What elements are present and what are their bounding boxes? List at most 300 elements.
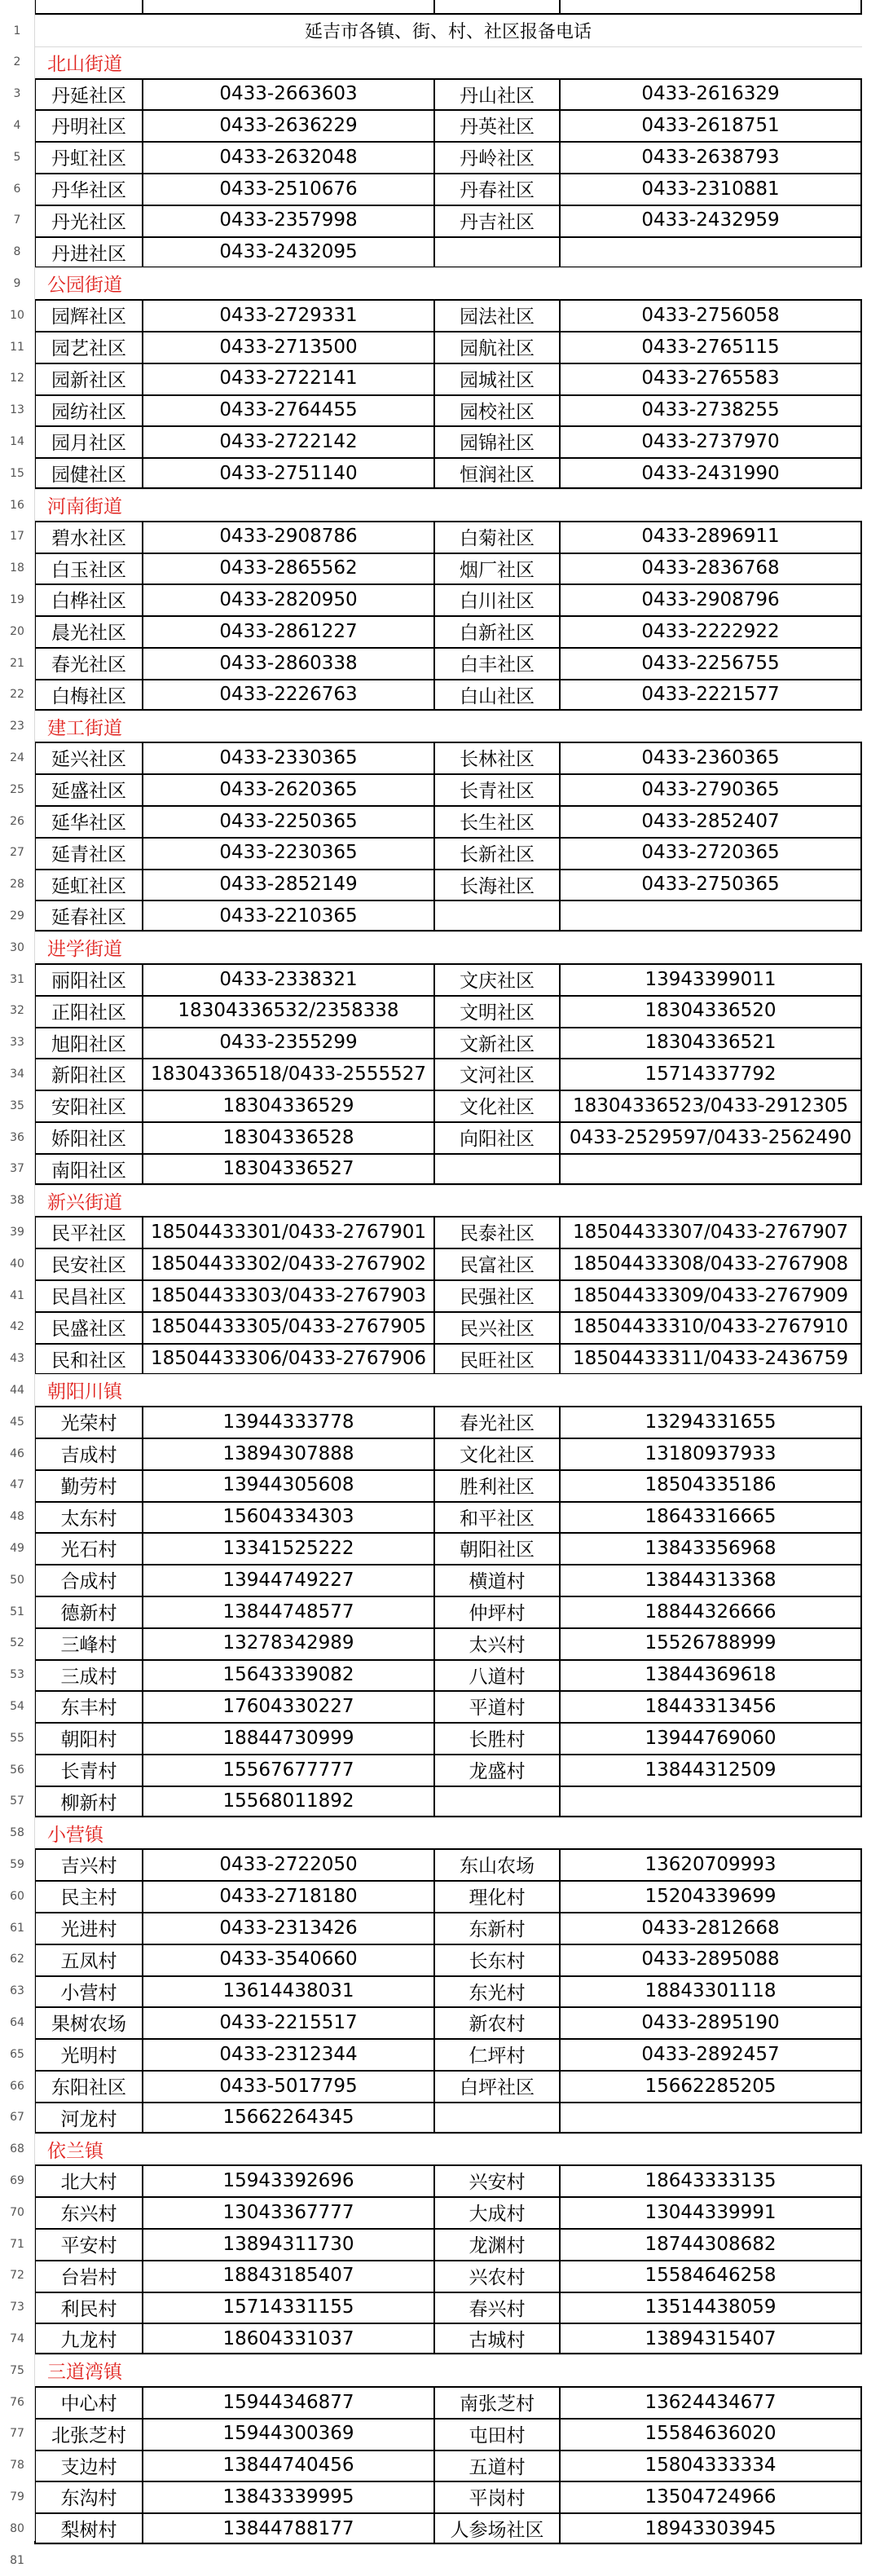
unit-name: 延盛社区 (51, 781, 126, 803)
row-number: 79 (10, 2490, 24, 2503)
unit-name: 向阳社区 (460, 1129, 535, 1150)
unit-name: 南张芝村 (460, 2393, 535, 2415)
row-number: 37 (10, 1162, 24, 1176)
row-number: 12 (10, 372, 24, 385)
phone-number: 0433-2722050 (219, 1853, 358, 1875)
table-row (0, 1058, 880, 1090)
phone-number: 0433-2895088 (641, 1949, 780, 1971)
row-number: 69 (10, 2173, 24, 2187)
row-number: 27 (10, 846, 24, 860)
row-number: 61 (10, 1921, 24, 1935)
phone-number: 15662264345 (222, 2107, 354, 2129)
phone-number: 18504433302/0433-2767902 (151, 1253, 426, 1275)
unit-name: 丹延社区 (51, 85, 126, 107)
table-row (0, 1279, 880, 1311)
phone-number: 0433-2310881 (641, 178, 780, 200)
phone-number: 18504433306/0433-2767906 (151, 1348, 426, 1370)
unit-name: 丹山社区 (460, 85, 535, 107)
row-number: 76 (10, 2395, 24, 2409)
row-number: 17 (10, 530, 24, 544)
phone-number: 18304336518/0433-2555527 (151, 1063, 426, 1085)
unit-name: 合成村 (60, 1571, 117, 1593)
section-header: 进学街道 (47, 939, 122, 961)
table-row (0, 46, 880, 78)
phone-number (559, 236, 862, 268)
table-row (0, 1627, 880, 1659)
unit-name: 文明社区 (460, 1002, 535, 1024)
unit-name: 人参场社区 (450, 2520, 544, 2542)
phone-number: 15662285205 (645, 2075, 777, 2097)
phone-number: 18504335186 (645, 1474, 777, 1496)
unit-name: 梨树村 (60, 2520, 117, 2542)
phone-number: 0433-2360365 (641, 746, 780, 768)
phone-number: 13504724966 (645, 2486, 777, 2508)
table-row (0, 1406, 880, 1438)
unit-name: 丹光社区 (51, 211, 126, 233)
table-row (0, 1121, 880, 1153)
phone-number: 13620709993 (645, 1853, 777, 1875)
table-row (0, 425, 880, 457)
table-row (0, 109, 880, 141)
table-row (0, 1944, 880, 1975)
table-row (0, 2386, 880, 2418)
table-row (0, 583, 880, 615)
unit-name: 新农村 (469, 2014, 526, 2036)
phone-number: 18604331037 (222, 2327, 354, 2349)
table-row (0, 1786, 880, 1817)
phone-number: 0433-2852149 (219, 874, 358, 896)
row-number: 49 (10, 1541, 24, 1555)
table-row (0, 2102, 880, 2133)
unit-name: 白玉社区 (51, 559, 126, 581)
table-row (0, 1596, 880, 1627)
unit-name: 东新村 (469, 1919, 526, 1940)
row-number: 75 (10, 2363, 24, 2377)
phone-number: 13043367777 (222, 2201, 354, 2223)
phone-number: 18304336529 (222, 1094, 354, 1116)
phone-number (559, 1786, 862, 1817)
phone-number: 0433-2338321 (219, 968, 358, 990)
unit-name: 旭阳社区 (51, 1033, 126, 1055)
phone-number: 0433-2355299 (219, 1032, 358, 1054)
table-row (0, 2196, 880, 2228)
phone-number: 0433-2860338 (219, 652, 358, 674)
phone-number: 0433-2636229 (219, 114, 358, 136)
phone-number: 18643333135 (645, 2169, 777, 2191)
phone-number: 15204339699 (645, 1885, 777, 1907)
table-row (0, 1722, 880, 1754)
unit-name: 平道村 (469, 1698, 526, 1720)
unit-name: 延华社区 (51, 812, 126, 834)
table-row (0, 173, 880, 205)
section-header: 朝阳川镇 (47, 1381, 122, 1403)
phone-number: 0433-2750365 (641, 874, 780, 896)
phone-number: 18304336520 (645, 1000, 777, 1022)
phone-number: 13844369618 (645, 1664, 777, 1686)
phone-number: 0433-2820950 (219, 588, 358, 610)
row-number: 43 (10, 1352, 24, 1366)
row-number: 77 (10, 2427, 24, 2441)
table-row (0, 236, 880, 268)
unit-name: 园健社区 (51, 465, 126, 487)
phone-number: 0433-2852407 (641, 810, 780, 832)
table-row (0, 742, 880, 773)
row-number: 80 (10, 2521, 24, 2535)
row-number: 19 (10, 592, 24, 606)
row-number: 45 (10, 1415, 24, 1429)
phone-number: 13294331655 (645, 1411, 777, 1433)
row-number: 14 (10, 434, 24, 448)
unit-name: 延青社区 (51, 843, 126, 865)
section-header: 依兰镇 (47, 2140, 103, 2162)
row-number: 30 (10, 940, 24, 954)
table-row (0, 837, 880, 869)
phone-number: 0433-2713500 (219, 336, 358, 358)
row-number: 31 (10, 972, 24, 986)
unit-name: 光明村 (60, 2045, 117, 2067)
row-number: 66 (10, 2079, 24, 2093)
table-row (0, 1754, 880, 1786)
phone-number: 13894315407 (645, 2327, 777, 2349)
phone-number: 0433-2895190 (641, 2011, 780, 2033)
phone-number: 18504433310/0433-2767910 (573, 1316, 848, 1338)
phone-number: 13944749227 (222, 1569, 354, 1591)
table-row (0, 2038, 880, 2070)
unit-name: 园新社区 (51, 369, 126, 391)
unit-name: 丹华社区 (51, 180, 126, 201)
unit-name: 民旺社区 (460, 1350, 535, 1372)
phone-number: 18504433307/0433-2767907 (573, 1221, 848, 1243)
phone-number: 15804333334 (645, 2455, 777, 2477)
unit-name: 东阳社区 (51, 2077, 126, 2098)
unit-name: 利民村 (60, 2298, 117, 2320)
table-row (0, 1153, 880, 1185)
table-row (0, 267, 880, 299)
unit-name: 民昌社区 (51, 1287, 126, 1308)
phone-number: 0433-2432959 (641, 209, 780, 231)
phone-number (559, 1153, 862, 1185)
table-row (0, 1532, 880, 1564)
table-row (0, 2070, 880, 2102)
row-number: 32 (10, 1004, 24, 1018)
phone-number: 0433-2737970 (641, 430, 780, 452)
unit-name: 长青村 (60, 1761, 117, 1782)
unit-name: 仁坪村 (469, 2045, 526, 2067)
unit-name (433, 900, 561, 931)
phone-number (559, 900, 862, 931)
unit-name: 光石村 (60, 1539, 117, 1561)
row-number: 1 (13, 24, 21, 37)
row-number: 67 (10, 2111, 24, 2125)
row-number: 44 (10, 1383, 24, 1397)
unit-name: 园城社区 (460, 369, 535, 391)
row-number: 41 (10, 1288, 24, 1302)
row-number: 16 (10, 498, 24, 512)
unit-name: 长东村 (469, 1950, 526, 1972)
row-number: 6 (13, 182, 21, 196)
unit-name: 太兴村 (469, 1634, 526, 1656)
row-number: 52 (10, 1636, 24, 1650)
table-row (0, 1975, 880, 2007)
unit-name: 东沟村 (60, 2488, 117, 2510)
phone-number: 0433-2222922 (641, 620, 780, 642)
unit-name: 东丰村 (60, 1698, 117, 1720)
phone-number: 15584636020 (645, 2423, 777, 2445)
phone-number: 13843356968 (645, 1537, 777, 1559)
unit-name: 延兴社区 (51, 749, 126, 771)
phone-number: 0433-2618751 (641, 114, 780, 136)
unit-name: 民主村 (60, 1887, 117, 1909)
phone-number: 0433-2861227 (219, 620, 358, 642)
phone-number: 15714331155 (222, 2296, 354, 2318)
row-number: 47 (10, 1478, 24, 1492)
table-row (0, 1216, 880, 1248)
unit-name: 朝阳社区 (460, 1539, 535, 1561)
unit-name: 光进村 (60, 1919, 117, 1940)
unit-name (433, 1786, 561, 1817)
phone-number: 18304336523/0433-2912305 (573, 1094, 848, 1116)
unit-name: 新阳社区 (51, 1065, 126, 1087)
unit-name: 春兴村 (469, 2298, 526, 2320)
phone-number: 0433-2729331 (219, 304, 358, 326)
section-header: 河南街道 (47, 496, 122, 517)
row-gridline (34, 2544, 862, 2545)
phone-number: 15944300369 (222, 2423, 354, 2445)
unit-name: 平岗村 (469, 2488, 526, 2510)
table-row (0, 615, 880, 647)
phone-number: 0433-2738255 (641, 399, 780, 421)
phone-number: 13844312509 (645, 1759, 777, 1781)
phone-number: 18443313456 (645, 1695, 777, 1717)
row-number: 50 (10, 1573, 24, 1587)
phone-number: 0433-2765115 (641, 336, 780, 358)
row-number: 28 (10, 878, 24, 892)
phone-number: 18844326666 (645, 1601, 777, 1623)
table-row (0, 1912, 880, 1944)
row-number: 68 (10, 2142, 24, 2156)
row-number: 13 (10, 403, 24, 417)
table-row (0, 299, 880, 331)
unit-name: 白桦社区 (51, 591, 126, 613)
table-row (0, 2481, 880, 2512)
phone-number: 13514438059 (645, 2296, 777, 2318)
unit-name: 园校社区 (460, 401, 535, 423)
phone-number: 0433-2616329 (641, 83, 780, 105)
unit-name: 胜利社区 (460, 1476, 535, 1498)
table-row (0, 995, 880, 1027)
row-number: 65 (10, 2047, 24, 2061)
table-row (0, 394, 880, 426)
unit-name: 文新社区 (460, 1033, 535, 1055)
phone-number: 13843339995 (222, 2486, 354, 2508)
unit-name: 白丰社区 (460, 654, 535, 676)
unit-name: 民兴社区 (460, 1318, 535, 1340)
table-row (0, 805, 880, 837)
phone-number: 18844730999 (222, 1727, 354, 1749)
row-number: 57 (10, 1794, 24, 1808)
unit-name: 民安社区 (51, 1255, 126, 1277)
row-number: 3 (13, 87, 21, 101)
unit-name: 白梅社区 (51, 685, 126, 707)
phone-number: 0433-2756058 (641, 304, 780, 326)
row-number: 2 (13, 55, 21, 69)
row-number: 81 (10, 2553, 24, 2567)
phone-number: 15643339082 (222, 1664, 354, 1686)
unit-name: 南阳社区 (51, 1160, 126, 1182)
phone-number: 0433-2510676 (219, 178, 358, 200)
phone-number: 0433-2908786 (219, 526, 358, 548)
unit-name: 五凤村 (60, 1950, 117, 1972)
unit-name: 小营村 (60, 1982, 117, 2004)
phone-number: 17604330227 (222, 1695, 354, 1717)
table-row (0, 2354, 880, 2386)
unit-name: 平安村 (60, 2235, 117, 2257)
unit-name: 朝阳村 (60, 1729, 117, 1751)
table-row (0, 1311, 880, 1343)
unit-name: 恒润社区 (460, 465, 535, 487)
phone-number: 0433-2313426 (219, 1917, 358, 1939)
unit-name: 大成村 (469, 2204, 526, 2226)
row-number: 59 (10, 1857, 24, 1871)
unit-name: 光荣村 (60, 1413, 117, 1435)
phone-number: 15943392696 (222, 2169, 354, 2191)
unit-name: 丹明社区 (51, 117, 126, 139)
unit-name: 丹春社区 (460, 180, 535, 201)
unit-name: 吉成村 (60, 1445, 117, 1466)
unit-name: 园航社区 (460, 338, 535, 359)
phone-number: 18304336521 (645, 1032, 777, 1054)
table-row (0, 1374, 880, 1406)
table-row (0, 2450, 880, 2481)
table-row (0, 1690, 880, 1722)
unit-name: 仲坪村 (469, 1603, 526, 1624)
unit-name: 白菊社区 (460, 527, 535, 549)
unit-name: 园辉社区 (51, 306, 126, 328)
phone-number (559, 2102, 862, 2133)
section-header: 建工街道 (47, 717, 122, 739)
unit-name: 龙渊村 (469, 2235, 526, 2257)
unit-name: 碧水社区 (51, 527, 126, 549)
row-number: 21 (10, 656, 24, 670)
unit-name: 白坪社区 (460, 2077, 535, 2098)
row-number: 58 (10, 1826, 24, 1840)
phone-number: 0433-5017795 (219, 2075, 358, 2097)
phone-number: 18504433305/0433-2767905 (151, 1316, 426, 1338)
phone-number: 18504433301/0433-2767901 (151, 1221, 426, 1243)
row-number: 9 (13, 276, 21, 290)
section-header: 公园街道 (47, 275, 122, 297)
row-number: 36 (10, 1130, 24, 1144)
phone-number: 15584646258 (645, 2265, 777, 2287)
unit-name: 文庆社区 (460, 971, 535, 992)
unit-name: 东山农场 (460, 1856, 535, 1878)
table-row (0, 457, 880, 489)
unit-name: 五道村 (469, 2456, 526, 2478)
row-number: 48 (10, 1510, 24, 1524)
row-number: 60 (10, 1889, 24, 1903)
phone-number: 13844748577 (222, 1601, 354, 1623)
phone-number: 0433-2836768 (641, 557, 780, 579)
phone-number: 13894311730 (222, 2233, 354, 2255)
phone-number: 0433-2312344 (219, 2043, 358, 2065)
phone-number: 18744308682 (645, 2233, 777, 2255)
unit-name: 民盛社区 (51, 1318, 126, 1340)
table-row (0, 1469, 880, 1501)
unit-name: 东光村 (469, 1982, 526, 2004)
unit-name: 柳新村 (60, 1792, 117, 1814)
section-header: 北山街道 (47, 53, 122, 75)
unit-name: 太东村 (60, 1508, 117, 1530)
phone-number: 18943303945 (645, 2517, 777, 2539)
row-number: 72 (10, 2269, 24, 2283)
unit-name: 长林社区 (460, 749, 535, 771)
row-number: 73 (10, 2301, 24, 2314)
phone-number: 0433-2718180 (219, 1885, 358, 1907)
phone-number: 0433-2632048 (219, 146, 358, 168)
table-row (0, 900, 880, 931)
unit-name: 民泰社区 (460, 1223, 535, 1245)
phone-number: 18504433309/0433-2767909 (573, 1284, 848, 1306)
table-row (0, 1501, 880, 1533)
phone-number: 0433-2720365 (641, 842, 780, 864)
phone-number: 0433-2256755 (641, 652, 780, 674)
unit-name: 河龙村 (60, 2108, 117, 2130)
unit-name: 园锦社区 (460, 433, 535, 455)
phone-number: 0433-2250365 (219, 810, 358, 832)
row-number: 10 (10, 308, 24, 322)
table-row (0, 1027, 880, 1059)
unit-name: 文化社区 (460, 1097, 535, 1119)
row-number: 53 (10, 1668, 24, 1682)
table-row (0, 1090, 880, 1121)
unit-name: 中心村 (60, 2393, 117, 2415)
phone-number: 0433-2865562 (219, 557, 358, 579)
table-row (0, 331, 880, 363)
phone-number: 0433-2765583 (641, 368, 780, 390)
row-number: 26 (10, 814, 24, 828)
unit-name: 丽阳社区 (51, 971, 126, 992)
unit-name: 支边村 (60, 2456, 117, 2478)
row-number: 18 (10, 561, 24, 575)
row-number: 34 (10, 1067, 24, 1081)
table-row (0, 1817, 880, 1849)
unit-name: 北大村 (60, 2172, 117, 2194)
phone-number: 0433-2226763 (219, 684, 358, 706)
phone-number: 0433-2221577 (641, 684, 780, 706)
row-number: 29 (10, 909, 24, 923)
table-row (0, 78, 880, 110)
row-number: 78 (10, 2459, 24, 2473)
table-row (0, 931, 880, 963)
table-row (0, 1185, 880, 1217)
unit-name (433, 1153, 561, 1185)
phone-number: 0433-2357998 (219, 209, 358, 231)
unit-name: 丹岭社区 (460, 148, 535, 170)
unit-name: 延春社区 (51, 907, 126, 929)
phone-number: 18304336528 (222, 1126, 354, 1148)
table-row (0, 2544, 880, 2576)
table-row (0, 2292, 880, 2323)
row-number: 23 (10, 720, 24, 733)
col-c-header (433, 0, 561, 15)
unit-name: 果树农场 (51, 2014, 126, 2036)
row-number: 15 (10, 466, 24, 480)
phone-number: 0433-2722142 (219, 430, 358, 452)
table-row (0, 363, 880, 394)
col-a-header (34, 0, 143, 15)
unit-name: 屯田村 (469, 2424, 526, 2446)
unit-name: 春光社区 (460, 1413, 535, 1435)
